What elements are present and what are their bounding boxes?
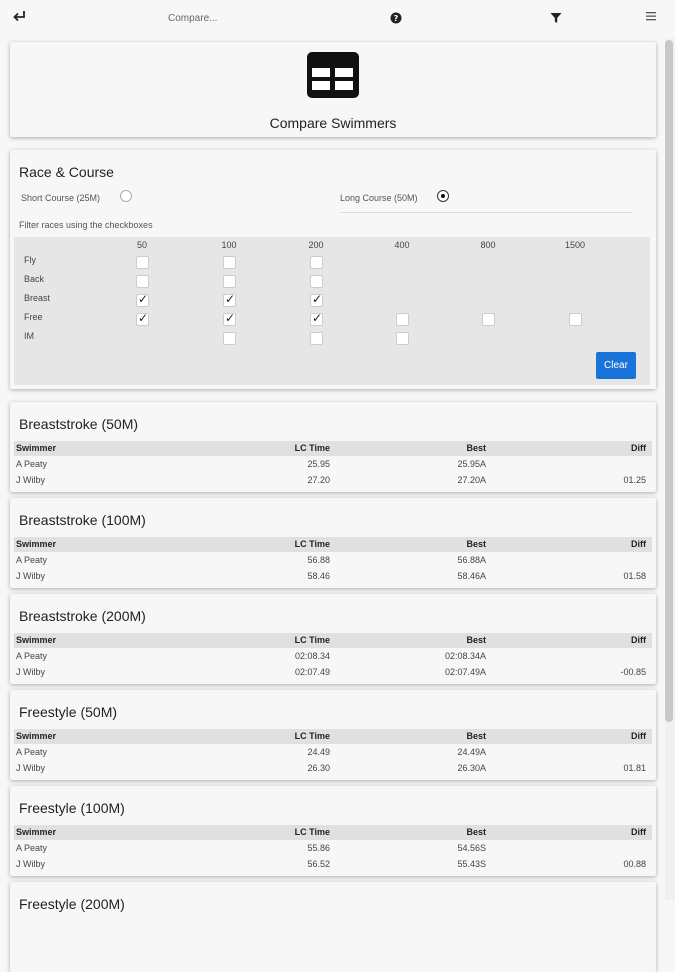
header-swimmer: Swimmer [16,635,57,645]
header-best: Best [466,827,486,837]
table-row [14,648,652,664]
cell-best: 27.20A [457,475,486,485]
table-row [14,840,652,856]
cell-swimmer: J Wilby [16,859,45,869]
header-swimmer: Swimmer [16,731,57,741]
table-row [14,856,652,872]
header-swimmer: Swimmer [16,539,57,549]
table-row [14,744,652,760]
distance-header-400: 400 [394,240,410,250]
cell-lc-time: 56.52 [307,859,330,869]
cell-best: 58.46A [457,571,486,581]
cell-swimmer: A Peaty [16,459,48,469]
checkbox-back-50[interactable] [136,275,149,288]
cell-best: 02:08.34A [444,651,486,661]
cell-swimmer: J Wilby [16,475,45,485]
header-diff: Diff [631,731,646,741]
cell-diff: 01.81 [623,763,646,773]
cell-diff: 01.25 [623,475,646,485]
result-card [10,594,656,684]
header-best: Best [466,635,486,645]
table-row [14,664,652,680]
checkbox-fly-100[interactable] [223,256,236,269]
cell-lc-time: 27.20 [307,475,330,485]
header-best: Best [466,443,486,453]
table-row [14,552,652,568]
help-icon[interactable] [390,12,402,24]
checkbox-back-200[interactable] [310,275,323,288]
checkbox-im-400[interactable] [396,332,409,345]
result-table [14,825,652,872]
distance-header-1500: 1500 [564,240,586,250]
result-table [14,633,652,680]
cell-best: 26.30A [457,763,486,773]
header-swimmer: Swimmer [16,443,57,453]
race-course-title: Race & Course [19,164,114,180]
back-arrow-icon[interactable] [10,8,28,26]
header-diff: Diff [631,635,646,645]
menu-icon[interactable] [646,10,656,22]
cell-swimmer: A Peaty [16,555,48,565]
cell-swimmer: J Wilby [16,667,45,677]
result-title: Freestyle (50M) [19,704,118,720]
result-title: Breaststroke (50M) [19,416,139,432]
checkbox-breast-200[interactable] [310,294,323,307]
cell-lc-time: 26.30 [307,763,330,773]
header-lc-time: LC Time [294,443,330,453]
checkbox-free-50[interactable] [136,313,149,326]
stroke-label-breast: Breast [24,293,51,303]
cell-lc-time: 56.88 [307,555,330,565]
table-header-row [14,729,652,744]
svg-text:?: ? [393,14,399,23]
stroke-label-back: Back [24,274,45,284]
checkbox-free-800[interactable] [482,313,495,326]
checkbox-im-200[interactable] [310,332,323,345]
table-grid-icon [307,52,359,98]
cell-best: 56.88A [457,555,486,565]
checkbox-free-100[interactable] [223,313,236,326]
cell-swimmer: A Peaty [16,843,48,853]
cell-best: 24.49A [457,747,486,757]
result-card [10,786,656,876]
clear-button[interactable]: Clear [596,352,636,379]
table-header-row [14,441,652,456]
toolbar-title: Compare... [168,13,218,24]
cell-lc-time: 25.95 [307,459,330,469]
table-header-row [14,825,652,840]
distance-header-200: 200 [308,240,324,250]
long-course-radio[interactable] [437,190,449,202]
checkbox-im-100[interactable] [223,332,236,345]
short-course-label: Short Course (25M) [21,193,101,203]
header-lc-time: LC Time [294,539,330,549]
filter-icon[interactable] [550,12,562,24]
stroke-label-fly: Fly [24,255,36,265]
header-lc-time: LC Time [294,731,330,741]
result-card [10,882,656,972]
table-header-row [14,633,652,648]
race-filter-grid [14,237,650,385]
result-card [10,498,656,588]
distance-header-800: 800 [480,240,496,250]
race-course-card [10,150,656,389]
checkbox-free-200[interactable] [310,313,323,326]
page-title: Compare Swimmers [269,115,397,131]
cell-lc-time: 55.86 [307,843,330,853]
header-diff: Diff [631,539,646,549]
header-swimmer: Swimmer [16,827,57,837]
cell-swimmer: A Peaty [16,651,48,661]
header-best: Best [466,539,486,549]
cell-swimmer: J Wilby [16,571,45,581]
header-lc-time: LC Time [294,635,330,645]
cell-diff: 00.88 [623,859,646,869]
cell-swimmer: J Wilby [16,763,45,773]
cell-lc-time: 02:07.49 [294,667,330,677]
cell-lc-time: 24.49 [307,747,330,757]
long-course-label: Long Course (50M) [340,193,418,203]
cell-lc-time: 02:08.34 [294,651,330,661]
result-title: Freestyle (100M) [19,800,125,816]
cell-lc-time: 58.46 [307,571,330,581]
distance-header-50: 50 [136,240,147,250]
short-course-radio[interactable] [120,190,132,202]
result-table [14,537,652,584]
checkbox-fly-50[interactable] [136,256,149,269]
header-diff: Diff [631,827,646,837]
checkbox-back-100[interactable] [223,275,236,288]
checkbox-breast-100[interactable] [223,294,236,307]
header-best: Best [466,731,486,741]
checkbox-free-400[interactable] [396,313,409,326]
distance-header-100: 100 [221,240,237,250]
cell-swimmer: A Peaty [16,747,48,757]
cell-diff: 01.58 [623,571,646,581]
divider [340,212,632,213]
table-header-row [14,537,652,552]
header-card [10,42,656,137]
cell-diff: -00.85 [620,667,646,677]
stroke-label-im: IM [24,331,34,341]
checkbox-fly-200[interactable] [310,256,323,269]
result-table [14,441,652,488]
filter-hint: Filter races using the checkboxes [19,220,153,230]
checkbox-free-1500[interactable] [569,313,582,326]
result-title: Freestyle (200M) [19,896,125,912]
result-card [10,690,656,780]
checkbox-breast-50[interactable] [136,294,149,307]
top-bar [0,0,675,38]
cell-best: 54.56S [457,843,486,853]
table-row [14,456,652,472]
result-title: Breaststroke (100M) [19,512,146,528]
cell-best: 55.43S [457,859,486,869]
table-row [14,472,652,488]
header-lc-time: LC Time [294,827,330,837]
cell-best: 25.95A [457,459,486,469]
result-title: Breaststroke (200M) [19,608,146,624]
stroke-label-free: Free [24,312,43,322]
result-table [14,729,652,776]
header-diff: Diff [631,443,646,453]
scrollbar-thumb[interactable] [665,40,673,722]
table-row [14,760,652,776]
table-row [14,568,652,584]
cell-best: 02:07.49A [444,667,486,677]
result-card [10,402,656,492]
